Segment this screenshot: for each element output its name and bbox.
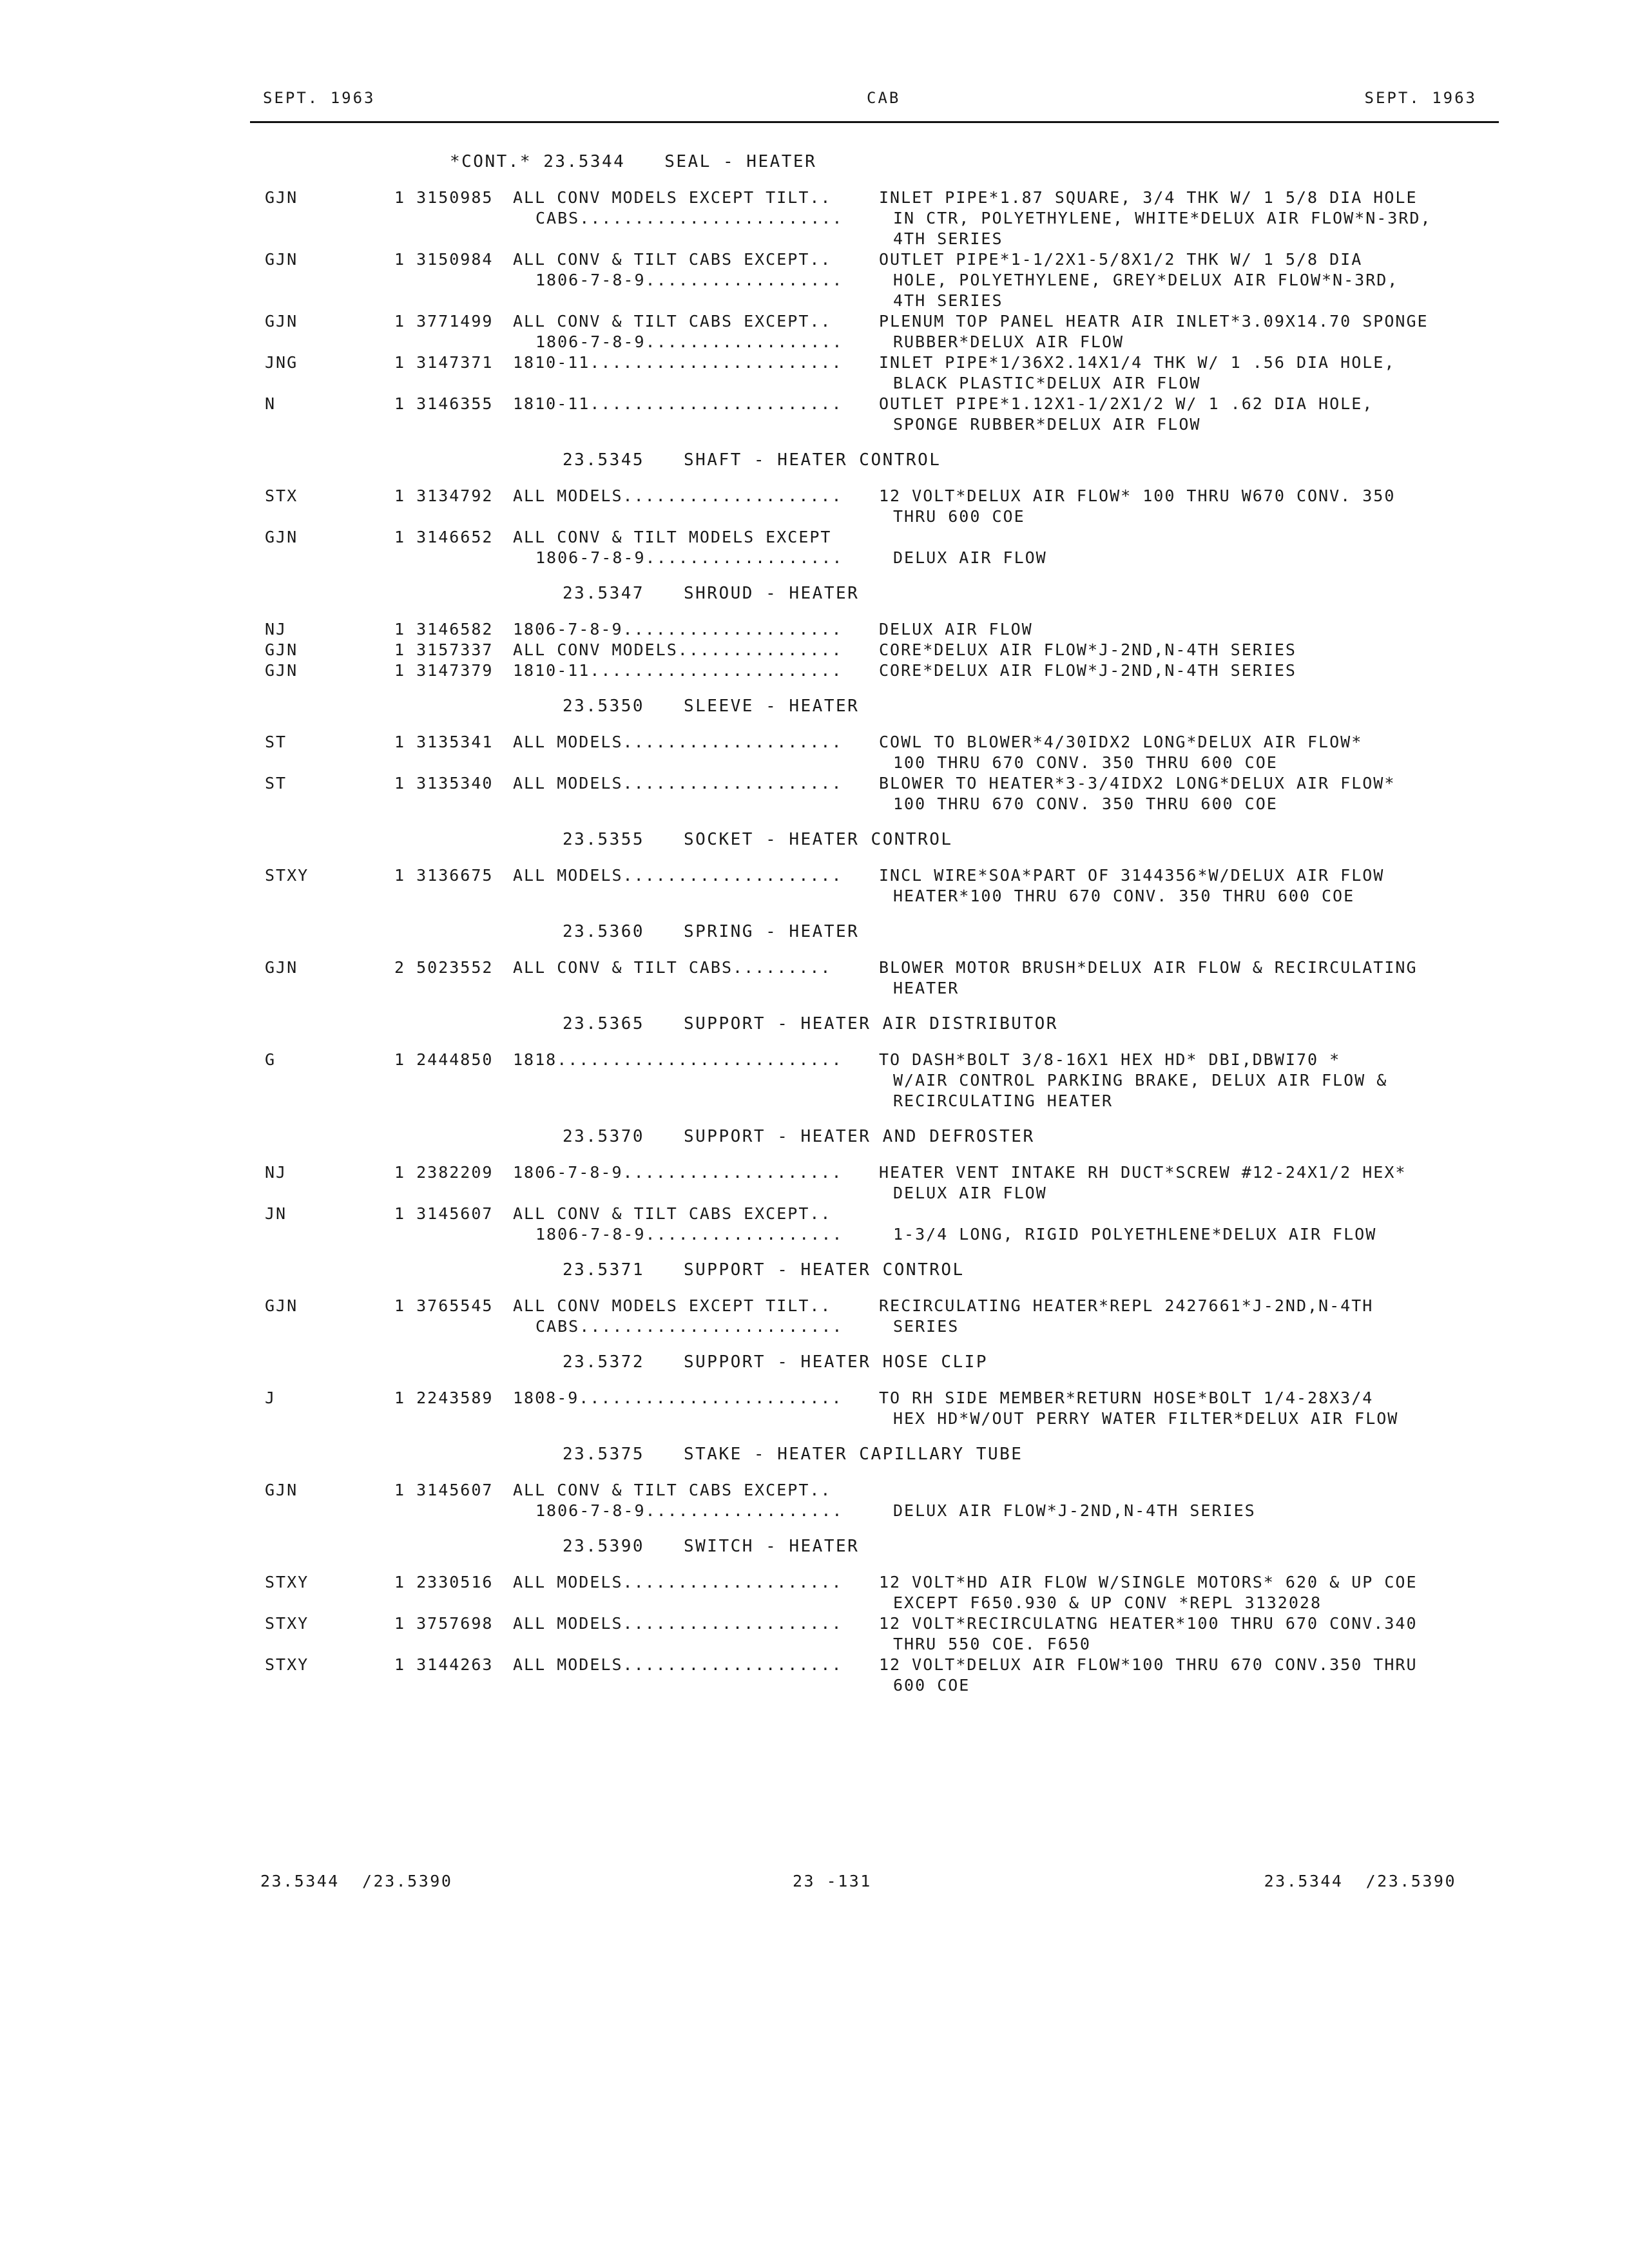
quantity-part-number: 1 3157337 — [394, 640, 494, 659]
description-line: 12 VOLT*RECIRCULATNG HEATER*100 THRU 670 CONV.340 — [879, 1614, 1418, 1633]
header-date-right: SEPT. 1963 — [1364, 89, 1477, 107]
description-line: EXCEPT F650.930 & UP CONV *REPL 3132028 — [893, 1593, 1322, 1612]
model-line: 1806-7-8-9.................. — [535, 1501, 843, 1520]
model-applicability — [513, 732, 874, 753]
part-description — [879, 394, 1498, 435]
description-line: 4TH SERIES — [893, 229, 1003, 248]
part-description — [879, 1204, 1498, 1245]
part-description — [879, 773, 1498, 814]
section-title: SOCKET - HEATER CONTROL — [684, 830, 953, 849]
model-applicability — [513, 1613, 874, 1634]
description-line — [879, 1480, 1498, 1501]
model-line: 1806-7-8-9.................. — [535, 548, 843, 567]
quantity-part-number: 1 3765545 — [394, 1296, 494, 1315]
description-line: INLET PIPE*1/36X2.14X1/4 THK W/ 1 .56 DIA HOLE, — [879, 353, 1396, 372]
part-description — [879, 1388, 1498, 1429]
description-line: HEX HD*W/OUT PERRY WATER FILTER*DELUX AIR FLOW — [893, 1409, 1399, 1428]
part-entry — [0, 1296, 1629, 1337]
part-description — [879, 527, 1498, 568]
series-code: N — [265, 394, 276, 413]
description-line: CORE*DELUX AIR FLOW*J-2ND,N-4TH SERIES — [879, 661, 1296, 680]
section-title: SPRING - HEATER — [684, 922, 860, 941]
section-title: SEAL - HEATER — [664, 152, 817, 171]
part-entry — [0, 660, 1629, 681]
part-entry — [0, 311, 1629, 352]
header-date-left: SEPT. 1963 — [263, 89, 376, 107]
section-heading — [0, 691, 1629, 721]
section-heading — [0, 825, 1629, 854]
model-applicability — [513, 1204, 874, 1245]
description-line: HEATER VENT INTAKE RH DUCT*SCREW #12-24X1/2 HEX* — [879, 1163, 1407, 1182]
description-line: THRU 550 COE. F650 — [893, 1635, 1091, 1653]
part-entry — [0, 1162, 1629, 1204]
description-line: HOLE, POLYETHYLENE, GREY*DELUX AIR FLOW*N-3RD, — [893, 271, 1399, 289]
model-line: ALL MODELS.................... — [513, 1614, 843, 1633]
model-line: 1806-7-8-9.................. — [535, 271, 843, 289]
model-line: 1806-7-8-9.................. — [535, 1225, 843, 1244]
model-applicability — [513, 352, 874, 373]
section-title: SHAFT - HEATER CONTROL — [684, 450, 941, 470]
model-line: ALL CONV & TILT CABS EXCEPT.. — [513, 1204, 832, 1223]
section-number: 23.5371 — [563, 1260, 645, 1280]
section-number: 23.5347 — [563, 584, 645, 603]
part-entry — [0, 1388, 1629, 1429]
quantity-part-number: 1 3145607 — [394, 1204, 494, 1223]
part-description — [879, 352, 1498, 394]
description-line: CORE*DELUX AIR FLOW*J-2ND,N-4TH SERIES — [879, 640, 1296, 659]
description-line: 1-3/4 LONG, RIGID POLYETHLENE*DELUX AIR FLOW — [893, 1225, 1377, 1244]
model-line: ALL MODELS.................... — [513, 866, 843, 885]
part-description — [879, 1296, 1498, 1337]
footer-range-right: 23.5344 /23.5390 — [1264, 1872, 1456, 1890]
series-code: STXY — [265, 1573, 309, 1591]
description-line: RECIRCULATING HEATER*REPL 2427661*J-2ND,N-4TH — [879, 1296, 1374, 1315]
header-section-title: CAB — [867, 89, 901, 107]
part-description — [879, 660, 1498, 681]
quantity-part-number: 1 3134792 — [394, 486, 494, 505]
footer-range-left: 23.5344 /23.5390 — [260, 1872, 453, 1890]
model-line: ALL CONV & TILT CABS EXCEPT.. — [513, 312, 832, 331]
model-line: ALL MODELS.................... — [513, 1573, 843, 1591]
part-entry — [0, 1204, 1629, 1245]
model-applicability — [513, 486, 874, 506]
description-line: PLENUM TOP PANEL HEATR AIR INLET*3.09X14.70 SPONGE — [879, 312, 1429, 331]
description-line: BLACK PLASTIC*DELUX AIR FLOW — [893, 374, 1201, 392]
section-number: 23.5360 — [563, 922, 645, 941]
series-code: GJN — [265, 312, 298, 331]
section-heading — [0, 1532, 1629, 1561]
part-entry — [0, 865, 1629, 907]
part-description — [879, 865, 1498, 907]
section-number: 23.5372 — [563, 1352, 645, 1372]
model-line: 1806-7-8-9.................. — [535, 332, 843, 351]
quantity-part-number: 1 3771499 — [394, 312, 494, 331]
model-line: ALL MODELS.................... — [513, 486, 843, 505]
part-description — [879, 957, 1498, 999]
description-line: 100 THRU 670 CONV. 350 THRU 600 COE — [893, 753, 1278, 772]
part-entry — [0, 773, 1629, 814]
quantity-part-number: 1 3150985 — [394, 188, 494, 207]
section-heading — [0, 1347, 1629, 1377]
description-line: INCL WIRE*SOA*PART OF 3144356*W/DELUX AIR FLOW — [879, 866, 1385, 885]
model-line: ALL MODELS.................... — [513, 733, 843, 751]
description-line: DELUX AIR FLOW*J-2ND,N-4TH SERIES — [893, 1501, 1256, 1520]
series-code: STXY — [265, 1655, 309, 1674]
model-line: ALL CONV & TILT MODELS EXCEPT — [513, 528, 832, 546]
section-title: STAKE - HEATER CAPILLARY TUBE — [684, 1445, 1023, 1464]
part-entry — [0, 732, 1629, 773]
series-code: GJN — [265, 528, 298, 546]
part-entry — [0, 1613, 1629, 1655]
section-number: 23.5370 — [563, 1127, 645, 1146]
model-applicability — [513, 640, 874, 660]
description-line: SERIES — [893, 1317, 959, 1336]
part-description — [879, 1655, 1498, 1696]
part-entry — [0, 619, 1629, 640]
section-number: 23.5355 — [563, 830, 645, 849]
model-applicability — [513, 1655, 874, 1675]
description-line: W/AIR CONTROL PARKING BRAKE, DELUX AIR FLOW & — [893, 1071, 1388, 1090]
quantity-part-number: 1 3146652 — [394, 528, 494, 546]
description-line: HEATER*100 THRU 670 CONV. 350 THRU 600 COE — [893, 887, 1355, 905]
description-line: 12 VOLT*DELUX AIR FLOW* 100 THRU W670 CONV. 350 — [879, 486, 1396, 505]
model-line: ALL CONV & TILT CABS EXCEPT.. — [513, 1481, 832, 1499]
model-applicability — [513, 394, 874, 414]
description-line: RECIRCULATING HEATER — [893, 1091, 1113, 1110]
section-number: 23.5344 — [543, 152, 626, 171]
description-line: RUBBER*DELUX AIR FLOW — [893, 332, 1124, 351]
part-description — [879, 1162, 1498, 1204]
section-number: 23.5345 — [563, 450, 645, 470]
series-code: JNG — [265, 353, 298, 372]
section-heading — [0, 147, 1629, 177]
quantity-part-number: 1 2330516 — [394, 1573, 494, 1591]
quantity-part-number: 1 3135341 — [394, 733, 494, 751]
section-heading — [0, 1439, 1629, 1469]
description-line: SPONGE RUBBER*DELUX AIR FLOW — [893, 415, 1201, 434]
quantity-part-number: 1 3135340 — [394, 774, 494, 793]
quantity-part-number: 1 3145607 — [394, 1481, 494, 1499]
part-entry — [0, 1655, 1629, 1696]
quantity-part-number: 1 2444850 — [394, 1050, 494, 1069]
model-line: ALL CONV MODELS............... — [513, 640, 843, 659]
model-line: 1810-11....................... — [513, 661, 843, 680]
model-applicability — [513, 619, 874, 640]
section-heading — [0, 1255, 1629, 1285]
description-line: 4TH SERIES — [893, 291, 1003, 310]
quantity-part-number: 1 3144263 — [394, 1655, 494, 1674]
section-number: 23.5375 — [563, 1445, 645, 1464]
description-line: DELUX AIR FLOW — [879, 620, 1033, 639]
series-code: ST — [265, 774, 287, 793]
model-line: ALL MODELS.................... — [513, 1655, 843, 1674]
description-line: BLOWER TO HEATER*3-3/4IDX2 LONG*DELUX AIR FLOW* — [879, 774, 1396, 793]
part-entry — [0, 394, 1629, 435]
series-code: ST — [265, 733, 287, 751]
section-title: SLEEVE - HEATER — [684, 697, 860, 716]
part-description — [879, 249, 1498, 311]
section-title: SUPPORT - HEATER AIR DISTRIBUTOR — [684, 1014, 1058, 1033]
series-code: GJN — [265, 640, 298, 659]
part-entry — [0, 352, 1629, 394]
quantity-part-number: 1 3757698 — [394, 1614, 494, 1633]
model-line: 1810-11....................... — [513, 394, 843, 413]
section-title: SUPPORT - HEATER CONTROL — [684, 1260, 965, 1280]
series-code: NJ — [265, 620, 287, 639]
description-line: INLET PIPE*1.87 SQUARE, 3/4 THK W/ 1 5/8 DIA HOLE — [879, 188, 1418, 207]
series-code: JN — [265, 1204, 287, 1223]
series-code: STXY — [265, 1614, 309, 1633]
series-code: GJN — [265, 661, 298, 680]
quantity-part-number: 1 2382209 — [394, 1163, 494, 1182]
section-heading — [0, 1122, 1629, 1151]
description-line: BLOWER MOTOR BRUSH*DELUX AIR FLOW & RECIRCULATING — [879, 958, 1418, 977]
model-line: CABS........................ — [535, 1317, 843, 1336]
part-description — [879, 1480, 1498, 1521]
description-line: IN CTR, POLYETHYLENE, WHITE*DELUX AIR FLOW*N-3RD, — [893, 209, 1432, 227]
description-line: HEATER — [893, 979, 959, 997]
series-code: GJN — [265, 958, 298, 977]
description-line — [879, 1204, 1498, 1224]
model-applicability — [513, 1388, 874, 1408]
model-line: 1806-7-8-9.................... — [513, 620, 843, 639]
section-heading — [0, 917, 1629, 947]
section-number: 23.5390 — [563, 1537, 645, 1556]
part-description — [879, 311, 1498, 352]
model-applicability — [513, 1050, 874, 1070]
part-entry — [0, 187, 1629, 249]
quantity-part-number: 1 3146582 — [394, 620, 494, 639]
description-line: COWL TO BLOWER*4/30IDX2 LONG*DELUX AIR FLOW* — [879, 733, 1363, 751]
model-applicability — [513, 957, 874, 978]
series-code: GJN — [265, 250, 298, 269]
section-title: SUPPORT - HEATER HOSE CLIP — [684, 1352, 988, 1372]
quantity-part-number: 1 3147371 — [394, 353, 494, 372]
part-entry — [0, 249, 1629, 311]
model-applicability — [513, 1296, 874, 1337]
quantity-part-number: 1 3150984 — [394, 250, 494, 269]
series-code: GJN — [265, 1296, 298, 1315]
model-applicability — [513, 311, 874, 352]
section-heading — [0, 1009, 1629, 1039]
quantity-part-number: 1 2243589 — [394, 1389, 494, 1407]
quantity-part-number: 1 3146355 — [394, 394, 494, 413]
part-description — [879, 187, 1498, 249]
section-heading — [0, 445, 1629, 475]
section-number: 23.5365 — [563, 1014, 645, 1033]
part-description — [879, 1572, 1498, 1613]
series-code: J — [265, 1389, 276, 1407]
model-applicability — [513, 249, 874, 291]
model-line: ALL CONV & TILT CABS EXCEPT.. — [513, 250, 832, 269]
footer-page-number: 23 -131 — [793, 1872, 872, 1890]
series-code: GJN — [265, 1481, 298, 1499]
model-applicability — [513, 187, 874, 229]
series-code: G — [265, 1050, 276, 1069]
header-rule — [250, 121, 1499, 123]
model-applicability — [513, 865, 874, 886]
description-line: TO DASH*BOLT 3/8-16X1 HEX HD* DBI,DBWI70 * — [879, 1050, 1341, 1069]
section-title: SUPPORT - HEATER AND DEFROSTER — [684, 1127, 1035, 1146]
model-line: ALL CONV MODELS EXCEPT TILT.. — [513, 188, 832, 207]
continued-marker: *CONT.* — [450, 152, 544, 171]
part-entry — [0, 640, 1629, 660]
model-applicability — [513, 1572, 874, 1593]
quantity-part-number: 1 3136675 — [394, 866, 494, 885]
description-line: DELUX AIR FLOW — [893, 1184, 1047, 1202]
description-line: 600 COE — [893, 1676, 970, 1695]
part-entry — [0, 1050, 1629, 1111]
part-entry — [0, 527, 1629, 568]
part-entry — [0, 1572, 1629, 1613]
model-line: ALL MODELS.................... — [513, 774, 843, 793]
description-line: TO RH SIDE MEMBER*RETURN HOSE*BOLT 1/4-28X3/4 — [879, 1389, 1374, 1407]
description-line: 100 THRU 670 CONV. 350 THRU 600 COE — [893, 794, 1278, 813]
quantity-part-number: 2 5023552 — [394, 958, 494, 977]
part-entry — [0, 1480, 1629, 1521]
model-applicability — [513, 660, 874, 681]
model-line: 1806-7-8-9.................... — [513, 1163, 843, 1182]
description-line — [879, 527, 1498, 548]
description-line: 12 VOLT*HD AIR FLOW W/SINGLE MOTORS* 620 & UP COE — [879, 1573, 1418, 1591]
model-line: 1808-9........................ — [513, 1389, 843, 1407]
model-applicability — [513, 527, 874, 568]
model-applicability — [513, 773, 874, 794]
description-line: THRU 600 COE — [893, 507, 1025, 526]
model-line: 1810-11....................... — [513, 353, 843, 372]
section-title: SHROUD - HEATER — [684, 584, 860, 603]
section-number: 23.5350 — [563, 697, 645, 716]
model-line: ALL CONV & TILT CABS......... — [513, 958, 832, 977]
part-description — [879, 619, 1498, 640]
part-entry — [0, 957, 1629, 999]
part-entry — [0, 486, 1629, 527]
part-description — [879, 640, 1498, 660]
series-code: GJN — [265, 188, 298, 207]
part-description — [879, 1613, 1498, 1655]
description-line: 12 VOLT*DELUX AIR FLOW*100 THRU 670 CONV.350 THRU — [879, 1655, 1418, 1674]
model-applicability — [513, 1162, 874, 1183]
parts-listing — [0, 147, 1629, 1706]
series-code: NJ — [265, 1163, 287, 1182]
series-code: STX — [265, 486, 298, 505]
part-description — [879, 1050, 1498, 1111]
part-description — [879, 732, 1498, 773]
series-code: STXY — [265, 866, 309, 885]
quantity-part-number: 1 3147379 — [394, 661, 494, 680]
model-line: ALL CONV MODELS EXCEPT TILT.. — [513, 1296, 832, 1315]
description-line: OUTLET PIPE*1-1/2X1-5/8X1/2 THK W/ 1 5/8 DIA — [879, 250, 1363, 269]
model-line: 1818.......................... — [513, 1050, 843, 1069]
model-line: CABS........................ — [535, 209, 843, 227]
model-applicability — [513, 1480, 874, 1521]
part-description — [879, 486, 1498, 527]
description-line: OUTLET PIPE*1.12X1-1/2X1/2 W/ 1 .62 DIA HOLE, — [879, 394, 1374, 413]
description-line: DELUX AIR FLOW — [893, 548, 1047, 567]
section-heading — [0, 579, 1629, 608]
section-title: SWITCH - HEATER — [684, 1537, 860, 1556]
